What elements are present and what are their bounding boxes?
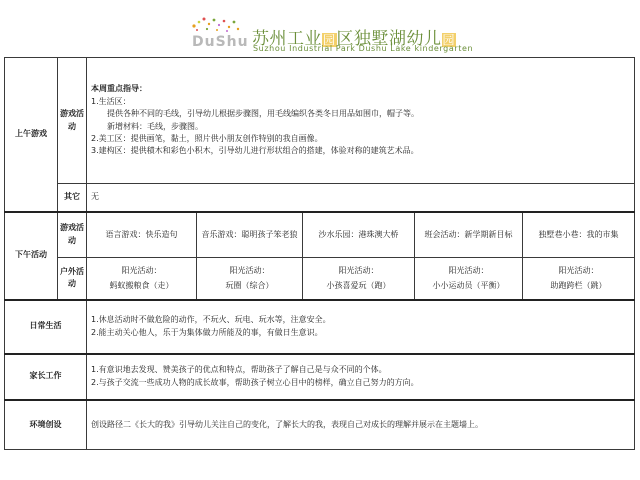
afternoon-game: 独墅巷小巷：我的市集 [523, 212, 635, 258]
school-name-cn: 苏州工业园区独墅湖幼儿园 [252, 29, 456, 49]
env-content: 创设路径二《长大的我》引导幼儿关注自己的变化，了解长大的我，表现自己对成长的理解并展示在主题墙上。 [87, 400, 635, 450]
focus-line: 提供各种不同的毛线，引导幼儿根据步骤图，用毛线编织各类冬日用品如围巾，帽子等。 [107, 109, 419, 119]
focus-line: 2.美工区：提供画笔，黏土，照片供小朋友创作特别的我自画像。 [91, 133, 323, 143]
parent-line: 2.与孩子交流一些成功人物的成长故事，帮助孩子树立心目中的榜样，确立自己努力的方向。 [91, 377, 419, 387]
focus-line: 1.生活区： [91, 96, 131, 106]
parent-line: 1.有意识地去发现、赞美孩子的优点和特点，帮助孩子了解自己是与众不同的个体。 [91, 365, 387, 375]
header [0, 0, 640, 56]
env-label: 环境创设 [5, 400, 87, 450]
afternoon-game: 沙水乐园：港珠澳大桥 [303, 212, 415, 258]
logo-letters: DuShu [192, 34, 249, 50]
afternoon-outdoor-label: 户外活动 [58, 258, 87, 300]
parent-content [87, 354, 635, 400]
focus-title: 本周重点指导： [91, 84, 147, 94]
morning-label: 上午游戏 [5, 58, 58, 212]
outdoor-activity: 阳光活动： 助跑跨栏（跳） [523, 258, 635, 300]
outdoor-activity: 阳光活动： 小小运动员（平衡） [415, 258, 523, 300]
morning-other-value: 无 [87, 184, 635, 212]
morning-other-label: 其它 [58, 184, 87, 212]
morning-focus [87, 58, 635, 184]
afternoon-game-label: 游戏活动 [58, 212, 87, 258]
school-name-en: Suzhou Industrial Park Dushu Lake kindergarten [253, 44, 474, 53]
afternoon-game: 音乐游戏：聪明孩子笨老狼 [197, 212, 303, 258]
daily-line: 2.能主动关心他人，乐于为集体做力所能及的事，有做日生意识。 [91, 327, 323, 337]
afternoon-label: 下午活动 [5, 212, 58, 300]
outdoor-activity: 阳光活动： 玩圈（综合） [197, 258, 303, 300]
daily-label: 日常生活 [5, 300, 87, 354]
outdoor-activity: 阳光活动： 蚂蚁搬粮食（走） [87, 258, 197, 300]
daily-line: 1.休息活动时不做危险的动作，不玩火、玩电、玩水等，注意安全。 [91, 315, 331, 325]
weekly-plan-table [4, 57, 635, 450]
focus-line: 新增材料：毛线，步骤图。 [107, 121, 203, 131]
parent-label: 家长工作 [5, 354, 87, 400]
outdoor-activity: 阳光活动： 小孩喜爱玩（跑） [303, 258, 415, 300]
focus-line: 3.建构区：提供積木和彩色小积木，引导幼儿进行形状组合的搭建，体验对称的建筑艺术品。 [91, 146, 419, 156]
afternoon-game: 班会活动：新学期新目标 [415, 212, 523, 258]
morning-game-label: 游戏活动 [58, 58, 87, 184]
afternoon-game: 语言游戏：快乐造句 [87, 212, 197, 258]
daily-content [87, 300, 635, 354]
